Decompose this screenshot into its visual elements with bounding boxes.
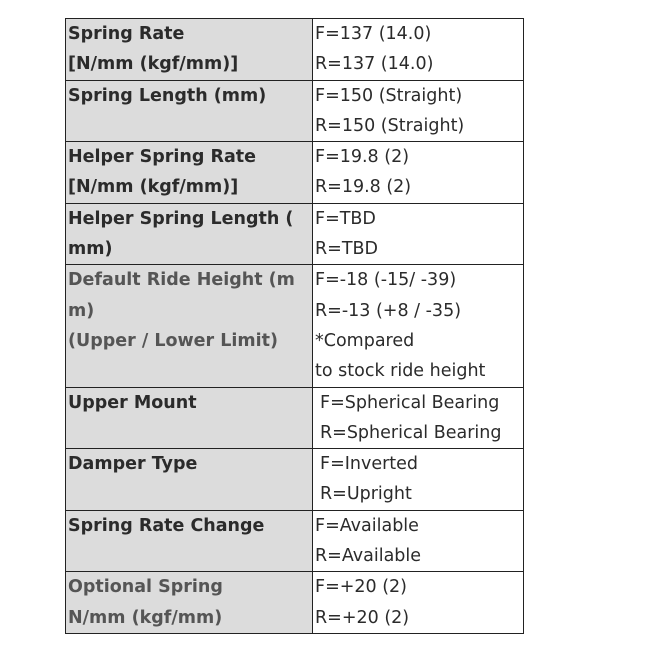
- spec-label: [66, 203, 313, 265]
- spec-value: [313, 142, 524, 204]
- spec-label-line: Upper Mount: [68, 392, 197, 413]
- spec-value-line: F=-18 (-15/ -39): [315, 270, 457, 291]
- spec-value-line: F=Inverted: [320, 454, 419, 475]
- spec-label-line: m): [68, 300, 95, 321]
- spec-label: [66, 387, 313, 449]
- spec-label-line: Optional Spring: [68, 577, 223, 598]
- spec-value-line: R=150 (Straight): [315, 115, 465, 136]
- spec-value: [313, 19, 524, 81]
- table-row: [66, 142, 524, 204]
- spec-label: [66, 449, 313, 511]
- spec-label-line: Damper Type: [68, 454, 198, 475]
- spec-value-line: F=19.8 (2): [315, 147, 410, 168]
- spec-value-line: F=137 (14.0): [315, 24, 432, 44]
- table-row: [66, 572, 524, 634]
- spec-label-line: N/mm (kgf/mm): [68, 607, 223, 628]
- spec-label-line: Spring Rate Change: [68, 515, 265, 536]
- spec-label: [66, 19, 313, 81]
- spec-value-line: F=+20 (2): [315, 577, 408, 598]
- table-row: [66, 387, 524, 449]
- spec-value-line: F=Available: [315, 515, 419, 536]
- table-row: [66, 449, 524, 511]
- spec-label-line: Helper Spring Length (: [68, 208, 294, 229]
- spec-value-line: R=19.8 (2): [315, 177, 412, 198]
- spec-label: [66, 142, 313, 204]
- spec-value-line: R=137 (14.0): [315, 54, 434, 75]
- spec-value: [313, 80, 524, 142]
- spec-value: [313, 449, 524, 511]
- table-row: [66, 80, 524, 142]
- spec-value: [313, 203, 524, 265]
- spec-label: [66, 572, 313, 634]
- spec-value-line: R=Available: [315, 546, 422, 567]
- spec-value-line: R=Spherical Bearing: [320, 422, 502, 443]
- table-row: [66, 510, 524, 572]
- spec-label-line: [N/mm (kgf/mm)]: [68, 177, 239, 198]
- spec-value: [313, 510, 524, 572]
- spec-value-line: to stock ride height: [315, 361, 486, 382]
- spec-label: [66, 80, 313, 142]
- spec-value: [313, 387, 524, 449]
- table-row: [66, 203, 524, 265]
- spec-value-line: F=150 (Straight): [315, 85, 463, 106]
- spec-value-line: R=-13 (+8 / -35): [315, 300, 462, 321]
- spec-table: [65, 18, 524, 634]
- spec-label: [66, 510, 313, 572]
- spec-value-line: *Compared: [315, 330, 415, 351]
- spec-label-line: Default Ride Height (m: [68, 270, 295, 291]
- spec-value-line: R=Upright: [320, 484, 412, 505]
- spec-value-line: R=+20 (2): [315, 607, 410, 628]
- spec-label-line: Helper Spring Rate: [68, 147, 256, 168]
- spec-value-line: F=TBD: [315, 208, 376, 229]
- spec-label-line: mm): [68, 239, 113, 260]
- spec-value-line: R=TBD: [315, 239, 378, 260]
- spec-label-line: Spring Length (mm): [68, 85, 267, 106]
- spec-value-line: F=Spherical Bearing: [320, 392, 500, 413]
- spec-value: [313, 572, 524, 634]
- spec-label: [66, 265, 313, 387]
- spec-label-line: [N/mm (kgf/mm)]: [68, 54, 239, 75]
- spec-label-line: Spring Rate: [68, 24, 185, 44]
- table-row: [66, 265, 524, 387]
- spec-label-line: (Upper / Lower Limit): [68, 330, 279, 351]
- spec-value: [313, 265, 524, 387]
- table-row: [66, 19, 524, 81]
